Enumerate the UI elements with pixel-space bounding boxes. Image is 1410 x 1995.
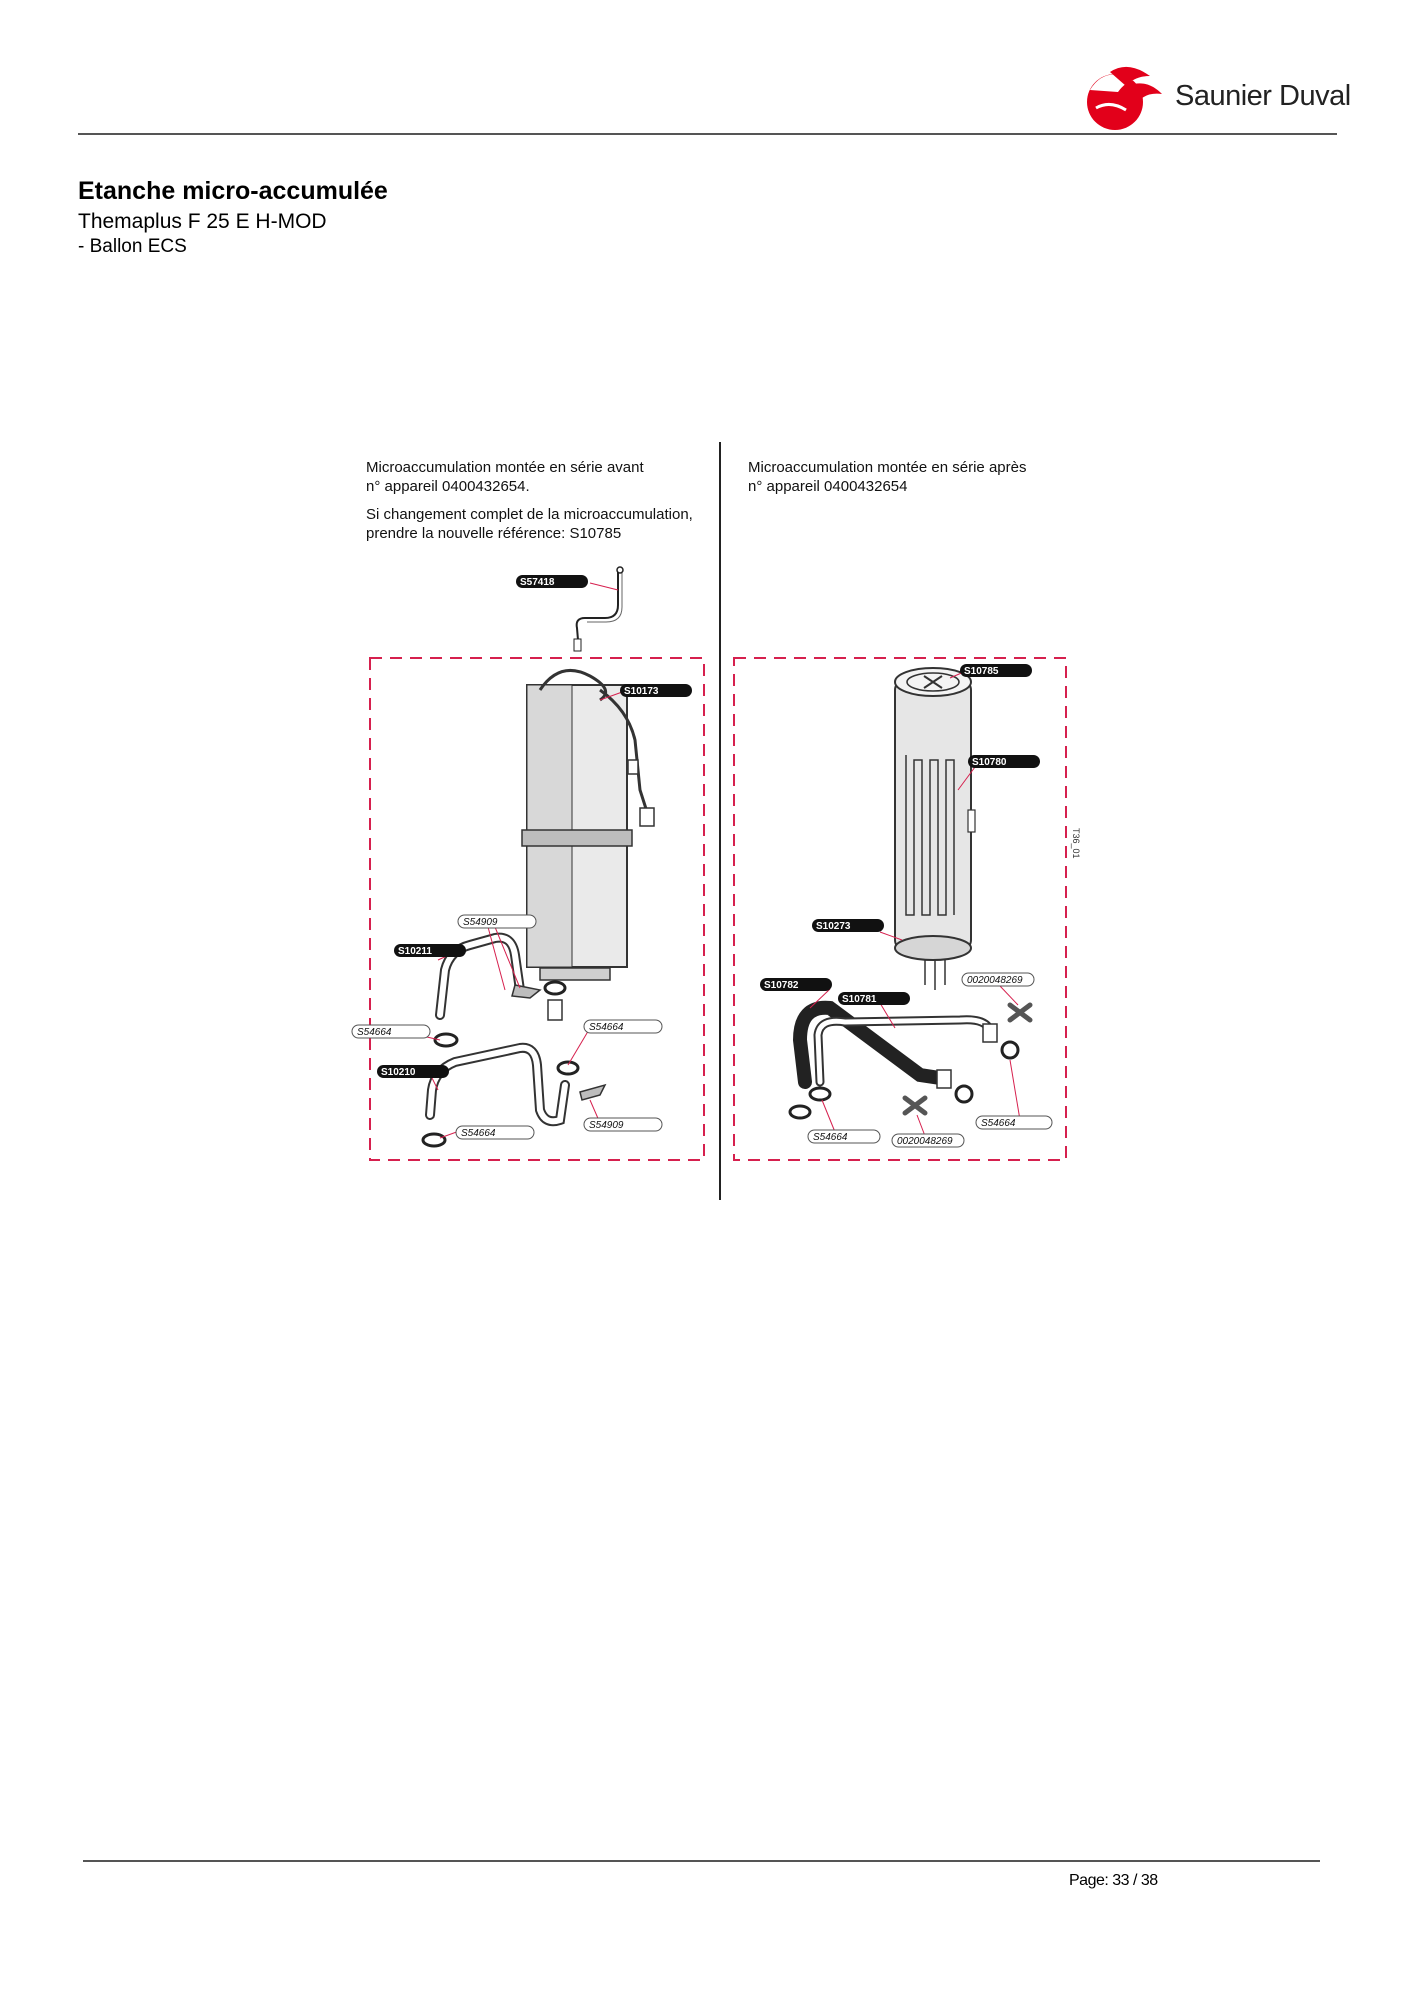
clip-lower-part-icon: [580, 1085, 605, 1100]
callout-s54664-bottom-right: S54664: [813, 1132, 848, 1143]
callout-s10785: S10785: [964, 666, 999, 677]
callout-s10781: S10781: [842, 994, 877, 1005]
document-section: - Ballon ECS: [78, 236, 187, 257]
callout-s54909-upper: S54909: [463, 917, 498, 928]
brand-name: Saunier Duval: [1175, 80, 1351, 112]
right-clip-upper-icon: [1010, 1005, 1030, 1020]
right-note-1: Microaccumulation montée en série après: [748, 459, 1027, 476]
right-seal-b-icon: [956, 1086, 972, 1102]
callout-s54909-lower: S54909: [589, 1120, 624, 1131]
callout-s57418: S57418: [520, 577, 555, 588]
seal-top-icon: [545, 982, 565, 994]
callout-s10782: S10782: [764, 980, 799, 991]
callout-s10173: S10173: [624, 686, 659, 697]
callout-s54664-left: S54664: [357, 1027, 392, 1038]
callout-s10210: S10210: [381, 1067, 416, 1078]
clip-upper-part-icon: [512, 985, 540, 998]
callout-s10780: S10780: [972, 757, 1007, 768]
right-clip-lower-icon: [905, 1098, 925, 1113]
figure-code: T36_01: [1071, 828, 1081, 859]
right-note-2: n° appareil 0400432654: [748, 478, 908, 495]
right-seal-d-icon: [790, 1106, 810, 1118]
seal-bottom-icon: [423, 1134, 445, 1146]
callout-0020048269-upper: 0020048269: [967, 975, 1023, 986]
callout-s54664-right-panel: S54664: [981, 1118, 1016, 1129]
old-tank-part-icon: [522, 670, 654, 980]
callout-s10273: S10273: [816, 921, 851, 932]
right-seal-c-icon: [810, 1088, 830, 1100]
left-note-2: n° appareil 0400432654.: [366, 478, 530, 495]
callout-s10211: S10211: [398, 946, 432, 957]
brand-logo-icon: [1080, 60, 1170, 132]
left-note-4: prendre la nouvelle référence: S10785: [366, 525, 622, 542]
document-subtitle: Themaplus F 25 E H-MOD: [78, 210, 327, 233]
callout-s54664-right: S54664: [589, 1022, 624, 1033]
header-divider: [78, 133, 1337, 135]
seal-mid-icon: [558, 1062, 578, 1074]
callout-0020048269-lower: 0020048269: [897, 1136, 953, 1147]
left-note-1: Microaccumulation montée en série avant: [366, 459, 644, 476]
page-number: Page: 33 / 38: [1069, 1872, 1158, 1889]
document-title: Etanche micro-accumulée: [78, 177, 388, 205]
footer-divider: [83, 1860, 1320, 1862]
new-tank-part-icon: [895, 668, 975, 990]
left-note-3: Si changement complet de la microaccumulation,: [366, 506, 693, 523]
exploded-parts-diagram: [340, 440, 1100, 1210]
callout-s54664-bottom: S54664: [461, 1128, 496, 1139]
right-seal-a-icon: [1002, 1042, 1018, 1058]
hose-right-part-icon: [818, 1020, 990, 1082]
pipe-lower-part-icon: [430, 1048, 565, 1121]
